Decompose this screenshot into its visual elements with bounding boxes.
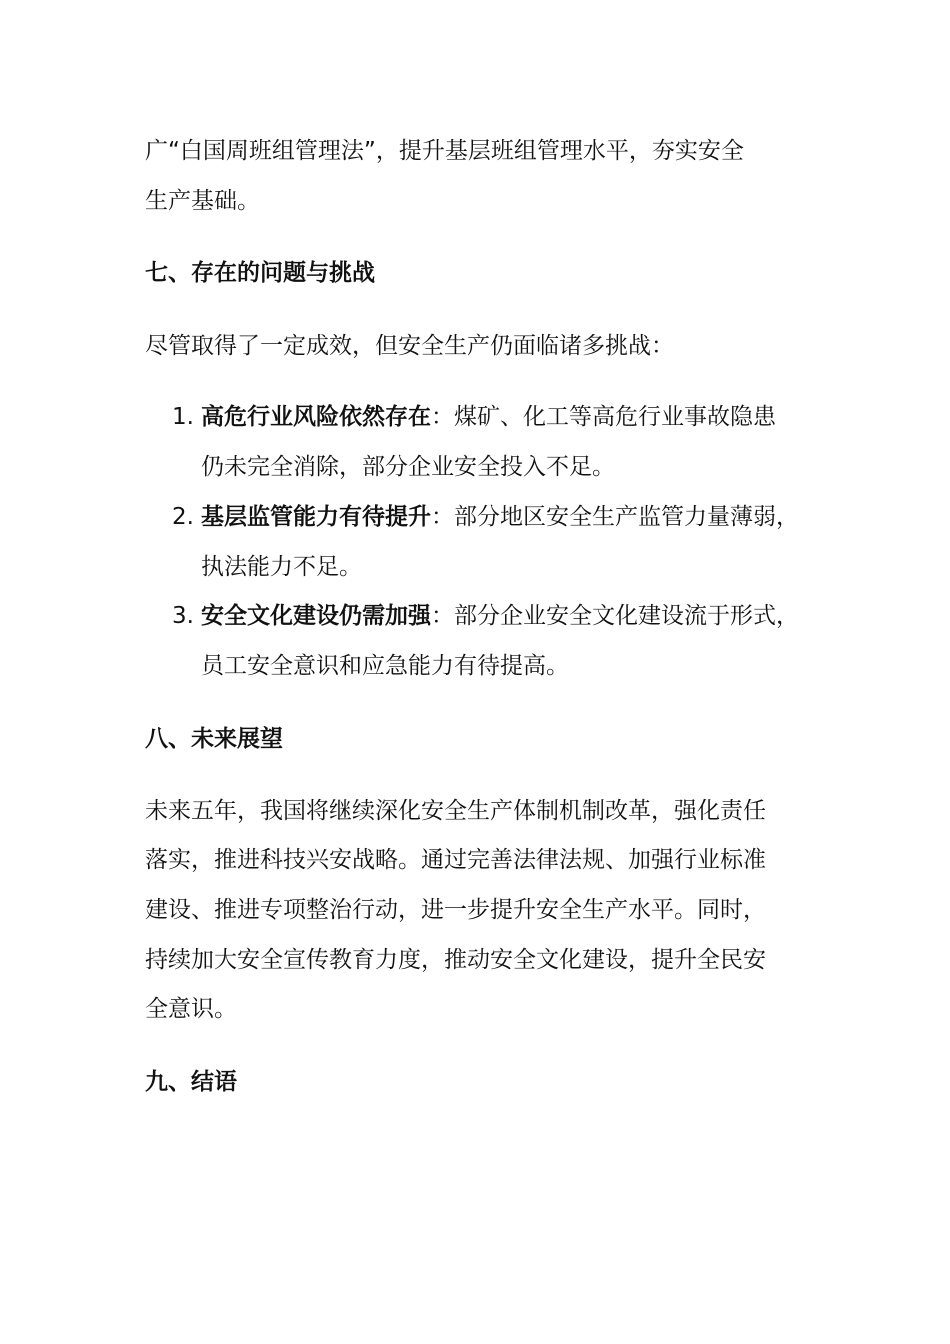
paragraph-line: 广“白国周班组管理法”，提升基层班组管理水平，夯实安全	[145, 138, 744, 164]
paragraph-line: 未来五年，我国将继续深化安全生产体制机制改革，强化责任	[145, 798, 766, 824]
list-item-line	[201, 402, 776, 432]
section-heading-9: 九、结语	[145, 1069, 237, 1095]
paragraph-line: 持续加大安全宣传教育力度，推动安全文化建设，提升全民安	[145, 947, 766, 973]
section-intro: 尽管取得了一定成效，但安全生产仍面临诸多挑战：	[145, 333, 674, 359]
list-item-text: ：部分地区安全生产监管力量薄弱，	[431, 504, 799, 530]
section-heading-7: 七、存在的问题与挑战	[145, 260, 375, 286]
list-item-line: 执法能力不足。	[201, 554, 362, 580]
list-item-line	[201, 601, 799, 631]
list-item-text: ：煤矿、化工等高危行业事故隐患	[431, 404, 776, 430]
paragraph-line: 全意识。	[145, 996, 237, 1022]
section-heading-8: 八、未来展望	[145, 726, 283, 752]
list-item-number: 1.	[172, 404, 194, 430]
list-item-number: 3.	[172, 603, 194, 629]
paragraph-line: 落实，推进科技兴安战略。通过完善法律法规、加强行业标准	[145, 847, 766, 873]
paragraph-line: 建设、推进专项整治行动，进一步提升安全生产水平。同时，	[145, 897, 766, 923]
list-item-line: 员工安全意识和应急能力有待提高。	[201, 653, 569, 679]
list-item-line	[201, 502, 799, 532]
list-item-title: 高危行业风险依然存在	[201, 404, 431, 430]
list-item-title: 安全文化建设仍需加强	[201, 603, 431, 629]
list-item-text: ：部分企业安全文化建设流于形式，	[431, 603, 799, 629]
list-item-title: 基层监管能力有待提升	[201, 504, 431, 530]
list-item-number: 2.	[172, 504, 194, 530]
list-item-line: 仍未完全消除，部分企业安全投入不足。	[201, 454, 615, 480]
paragraph-line: 生产基础。	[145, 188, 260, 214]
